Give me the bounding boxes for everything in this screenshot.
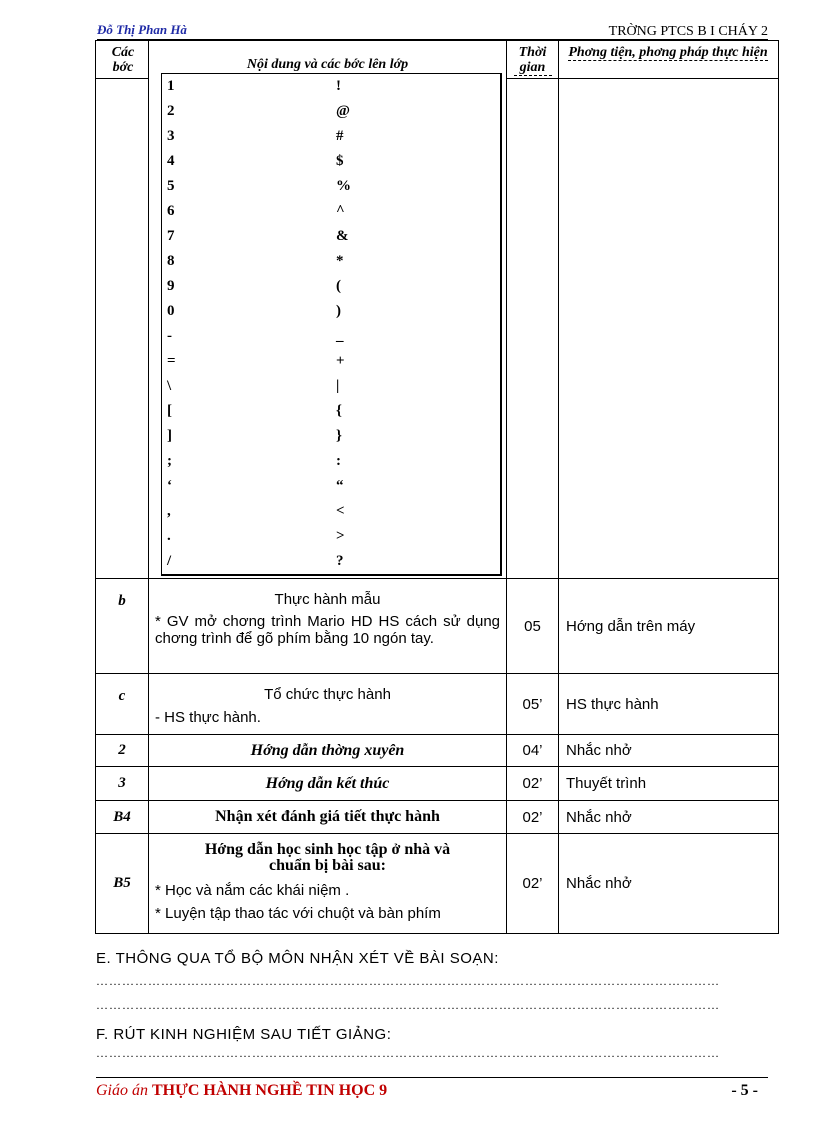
- keys-left-column: [167, 74, 176, 574]
- dotted-line: ………………………………………………………………………………………………………………………………: [96, 974, 720, 988]
- key-symbol: ): [336, 303, 341, 319]
- table-row: [96, 579, 779, 674]
- keyboard-symbols-box: [161, 73, 502, 576]
- method-value: Nhắc nhở: [559, 801, 779, 834]
- key-symbol: (: [336, 278, 341, 294]
- row-body: * GV mở chơng trình Mario HD HS cách sử dụng chơng trình để gõ phím bằng 10 ngón tay.: [155, 613, 500, 647]
- dotted-line: ………………………………………………………………………………………………………………………………: [96, 998, 720, 1012]
- step-label: 2: [96, 735, 149, 767]
- time-value: 02’: [507, 834, 559, 934]
- key-symbol: }: [336, 428, 342, 444]
- col-header-method: Phơng tiện, phơng pháp thực hiện: [559, 41, 779, 79]
- key-symbol: &: [336, 228, 349, 244]
- col-header-steps: Các bớc: [96, 41, 149, 79]
- key-symbol: [: [167, 403, 172, 419]
- key-symbol: 0: [167, 303, 175, 319]
- method-value: Thuyết trình: [559, 767, 779, 801]
- col-header-time: Thời gian: [507, 41, 559, 79]
- row-title: Nhận xét đánh giá tiết thực hành: [149, 801, 507, 834]
- lesson-table: [95, 40, 779, 934]
- page-number: - 5 -: [731, 1082, 758, 1099]
- col-header-content: Nội dung và các bớc lên lớp: [246, 57, 409, 72]
- table-row: [96, 834, 779, 934]
- time-value: 02’: [507, 767, 559, 801]
- key-symbol: ,: [167, 503, 171, 519]
- step-label: c: [96, 674, 149, 735]
- section-f-heading: F. RÚT KINH NGHIỆM SAU TIẾT GIẢNG:: [96, 1026, 392, 1043]
- row-item: * Học và nắm các khái niệm .: [155, 882, 350, 899]
- key-symbol: |: [336, 378, 340, 394]
- key-symbol: 4: [167, 153, 175, 169]
- step-label: 3: [96, 767, 149, 801]
- key-symbol: 3: [167, 128, 175, 144]
- table-row: [96, 767, 779, 801]
- key-symbol: >: [336, 528, 345, 544]
- key-symbol: %: [336, 178, 351, 194]
- key-symbol: :: [336, 453, 341, 469]
- method-value: Nhắc nhở: [559, 735, 779, 767]
- table-row: [96, 674, 779, 735]
- step-label: B4: [96, 801, 149, 834]
- key-symbol: -: [167, 328, 172, 344]
- table-row: [96, 735, 779, 767]
- time-value: 04’: [507, 735, 559, 767]
- author-name: Đỗ Thị Phan Hà: [97, 22, 187, 37]
- method-value: Hớng dẫn trên máy: [559, 579, 779, 674]
- key-symbol: /: [167, 553, 172, 569]
- step-label: b: [96, 579, 149, 674]
- table-row: [96, 801, 779, 834]
- key-symbol: “: [336, 478, 344, 494]
- key-symbol: 6: [167, 203, 175, 219]
- school-name: TRỜNG PTCS B I CHÁY 2: [608, 24, 768, 39]
- time-value: 02’: [507, 801, 559, 834]
- key-symbol: 1: [167, 78, 175, 94]
- key-symbol: \: [167, 378, 172, 394]
- section-e-heading: E. THÔNG QUA TỔ BỘ MÔN NHẬN XÉT VỀ BÀI SOẠN:: [96, 950, 499, 967]
- key-symbol: =: [167, 353, 176, 369]
- key-symbol: @: [336, 103, 350, 119]
- method-value: Nhắc nhở: [559, 834, 779, 934]
- key-symbol: *: [336, 253, 344, 269]
- key-symbol: ?: [336, 553, 344, 569]
- key-symbol: ;: [167, 453, 172, 469]
- row-title: Tổ chức thực hành: [264, 686, 391, 703]
- key-symbol: $: [336, 153, 344, 169]
- key-symbol: <: [336, 503, 345, 519]
- method-value: HS thực hành: [559, 674, 779, 735]
- key-symbol: +: [336, 353, 345, 369]
- table-header-row: [96, 41, 779, 79]
- key-symbol: #: [336, 128, 344, 144]
- keys-right-column: [336, 74, 351, 574]
- key-symbol: _: [336, 328, 344, 344]
- time-value: 05’: [507, 674, 559, 735]
- key-symbol: !: [336, 78, 341, 94]
- key-symbol: 8: [167, 253, 175, 269]
- step-label: B5: [96, 834, 149, 934]
- keys-cell: [149, 41, 507, 579]
- key-symbol: .: [167, 528, 171, 544]
- key-symbol: 2: [167, 103, 175, 119]
- key-symbol: {: [336, 403, 342, 419]
- row-title: Hớng dẫn kết thúc: [149, 767, 507, 801]
- key-symbol: ‘: [167, 478, 172, 494]
- row-title: Hớng dẫn thờng xuyên: [149, 735, 507, 767]
- footer-rule: [96, 1077, 768, 1078]
- footer-title: Giáo án THỰC HÀNH NGHỀ TIN HỌC 9: [96, 1082, 388, 1099]
- dotted-line: ………………………………………………………………………………………………………………………………: [96, 1046, 720, 1060]
- time-value: 05: [507, 579, 559, 674]
- key-symbol: 7: [167, 228, 175, 244]
- row-title: Thực hành mẫu: [274, 591, 381, 608]
- row-body: - HS thực hành.: [155, 709, 261, 726]
- key-symbol: 9: [167, 278, 175, 294]
- row-title: Hớng dẫn học sinh học tập ở nhà và chuẩn bị bài sau:: [204, 841, 451, 874]
- key-symbol: ^: [336, 203, 345, 219]
- row-item: * Luyện tập thao tác với chuột và bàn phím: [155, 905, 441, 922]
- key-symbol: ]: [167, 428, 172, 444]
- key-symbol: 5: [167, 178, 175, 194]
